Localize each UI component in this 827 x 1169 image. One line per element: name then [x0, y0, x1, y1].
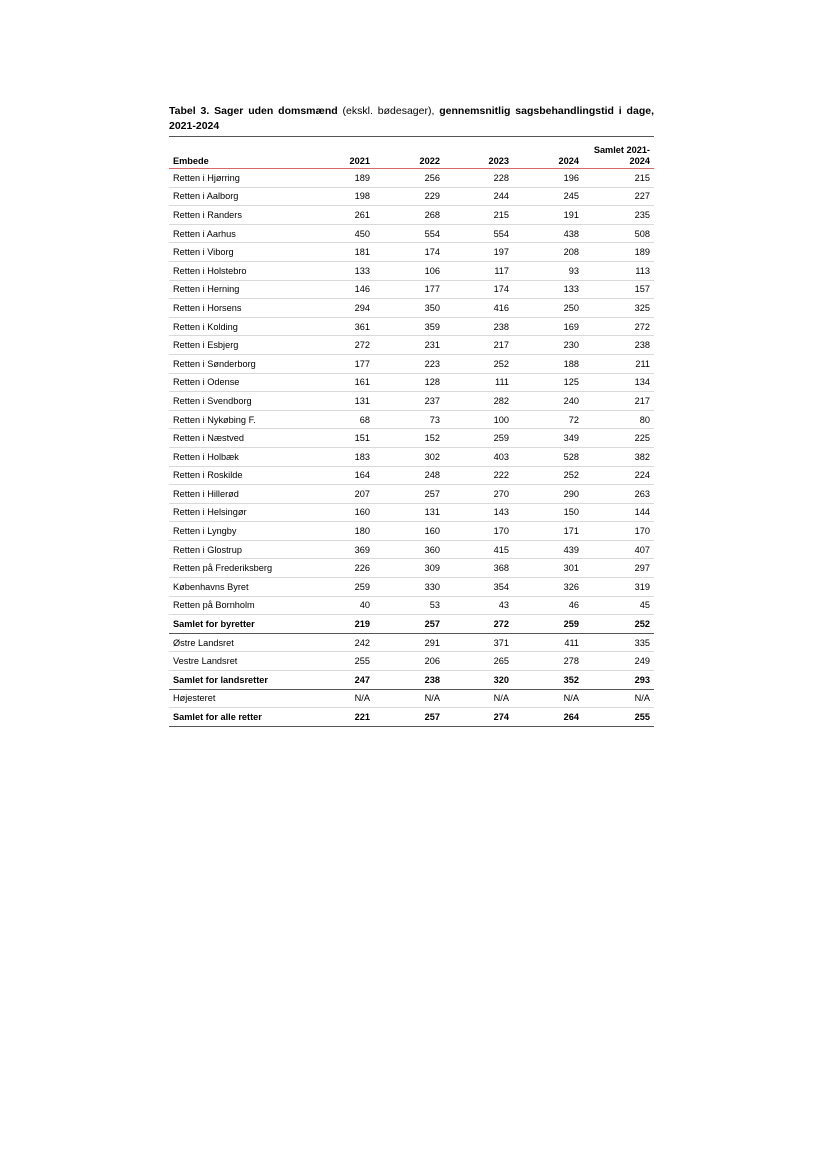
value-cell-samlet: 215	[583, 169, 654, 188]
value-cell-2022: 257	[374, 708, 444, 727]
value-cell-2021: 198	[309, 187, 374, 206]
value-cell-2021: 131	[309, 392, 374, 411]
table-row	[169, 429, 654, 448]
value-cell-samlet: 255	[583, 708, 654, 727]
value-cell-2022: 554	[374, 224, 444, 243]
caption-part-1: Tabel 3. Sager uden domsmænd	[169, 105, 338, 117]
document-page	[169, 104, 654, 727]
value-cell-2024: 208	[513, 243, 583, 262]
value-cell-2021: 133	[309, 261, 374, 280]
table-row	[169, 447, 654, 466]
value-cell-2021: 207	[309, 485, 374, 504]
value-cell-2024: 171	[513, 522, 583, 541]
table-header-row	[169, 140, 654, 169]
court-name-cell: Retten i Esbjerg	[169, 336, 309, 355]
value-cell-samlet: 224	[583, 466, 654, 485]
value-cell-2022: N/A	[374, 689, 444, 708]
value-cell-2021: 180	[309, 522, 374, 541]
court-name-cell: Retten i Svendborg	[169, 392, 309, 411]
value-cell-2022: 256	[374, 169, 444, 188]
court-name-cell: Retten i Hjørring	[169, 169, 309, 188]
value-cell-samlet: 263	[583, 485, 654, 504]
value-cell-samlet: 134	[583, 373, 654, 392]
table-row	[169, 336, 654, 355]
value-cell-2024: 93	[513, 261, 583, 280]
value-cell-2021: 68	[309, 410, 374, 429]
value-cell-2024: 349	[513, 429, 583, 448]
value-cell-samlet: 144	[583, 503, 654, 522]
value-cell-2021: 294	[309, 299, 374, 318]
processing-time-table	[169, 140, 654, 727]
table-row	[169, 559, 654, 578]
court-name-cell: Retten i Lyngby	[169, 522, 309, 541]
table-row	[169, 206, 654, 225]
value-cell-2023: 228	[444, 169, 513, 188]
value-cell-2024: 301	[513, 559, 583, 578]
value-cell-2021: 40	[309, 596, 374, 615]
value-cell-2024: 290	[513, 485, 583, 504]
court-name-cell: Retten i Aarhus	[169, 224, 309, 243]
value-cell-2021: 183	[309, 447, 374, 466]
value-cell-2023: 252	[444, 354, 513, 373]
value-cell-samlet: 293	[583, 671, 654, 690]
value-cell-samlet: 211	[583, 354, 654, 373]
court-name-cell: Retten i Glostrup	[169, 540, 309, 559]
value-cell-2022: 248	[374, 466, 444, 485]
value-cell-2022: 73	[374, 410, 444, 429]
value-cell-2023: 222	[444, 466, 513, 485]
table-row	[169, 317, 654, 336]
value-cell-2024: 252	[513, 466, 583, 485]
value-cell-2021: 450	[309, 224, 374, 243]
court-name-cell: Samlet for alle retter	[169, 708, 309, 727]
value-cell-2022: 302	[374, 447, 444, 466]
value-cell-2021: 259	[309, 578, 374, 597]
value-cell-2024: N/A	[513, 689, 583, 708]
value-cell-2021: 261	[309, 206, 374, 225]
court-name-cell: Retten i Horsens	[169, 299, 309, 318]
header-2021: 2021	[309, 140, 374, 169]
value-cell-2022: 350	[374, 299, 444, 318]
value-cell-samlet: 508	[583, 224, 654, 243]
value-cell-2023: 272	[444, 615, 513, 634]
value-cell-2023: 197	[444, 243, 513, 262]
header-2023: 2023	[444, 140, 513, 169]
value-cell-2023: 265	[444, 652, 513, 671]
court-name-cell: Retten i Helsingør	[169, 503, 309, 522]
value-cell-2021: 151	[309, 429, 374, 448]
value-cell-2022: 257	[374, 485, 444, 504]
header-samlet: Samlet 2021-2024	[583, 140, 654, 169]
table-row	[169, 410, 654, 429]
value-cell-samlet: 382	[583, 447, 654, 466]
value-cell-2024: 188	[513, 354, 583, 373]
value-cell-2022: 238	[374, 671, 444, 690]
value-cell-2022: 237	[374, 392, 444, 411]
caption-part-3: gennemsnitlig sagsbehandlingstid i dage, 2021-2024	[169, 105, 654, 132]
value-cell-samlet: 335	[583, 633, 654, 652]
value-cell-2021: 219	[309, 615, 374, 634]
value-cell-2024: 196	[513, 169, 583, 188]
value-cell-2021: 221	[309, 708, 374, 727]
court-name-cell: Retten i Herning	[169, 280, 309, 299]
value-cell-2023: 244	[444, 187, 513, 206]
table-row	[169, 261, 654, 280]
value-cell-2021: 272	[309, 336, 374, 355]
value-cell-2024: 411	[513, 633, 583, 652]
value-cell-2022: 152	[374, 429, 444, 448]
value-cell-samlet: 45	[583, 596, 654, 615]
header-2022: 2022	[374, 140, 444, 169]
court-name-cell: Retten på Bornholm	[169, 596, 309, 615]
value-cell-2022: 177	[374, 280, 444, 299]
value-cell-2024: 326	[513, 578, 583, 597]
value-cell-2022: 229	[374, 187, 444, 206]
value-cell-2024: 125	[513, 373, 583, 392]
value-cell-2024: 169	[513, 317, 583, 336]
header-embede: Embede	[169, 140, 309, 169]
table-row	[169, 633, 654, 652]
table-caption	[169, 104, 654, 137]
value-cell-2022: 160	[374, 522, 444, 541]
value-cell-2023: 368	[444, 559, 513, 578]
value-cell-2021: 160	[309, 503, 374, 522]
value-cell-samlet: N/A	[583, 689, 654, 708]
table-row	[169, 354, 654, 373]
value-cell-2023: 174	[444, 280, 513, 299]
value-cell-2022: 257	[374, 615, 444, 634]
value-cell-2021: 146	[309, 280, 374, 299]
court-name-cell: Retten i Aalborg	[169, 187, 309, 206]
table-row	[169, 689, 654, 708]
court-name-cell: Retten i Næstved	[169, 429, 309, 448]
value-cell-2021: 361	[309, 317, 374, 336]
value-cell-2023: 43	[444, 596, 513, 615]
value-cell-2023: 282	[444, 392, 513, 411]
court-name-cell: Retten på Frederiksberg	[169, 559, 309, 578]
value-cell-samlet: 319	[583, 578, 654, 597]
table-row	[169, 503, 654, 522]
value-cell-samlet: 235	[583, 206, 654, 225]
value-cell-2023: 415	[444, 540, 513, 559]
value-cell-2023: 403	[444, 447, 513, 466]
value-cell-2023: 217	[444, 336, 513, 355]
value-cell-samlet: 225	[583, 429, 654, 448]
table-row	[169, 392, 654, 411]
value-cell-2024: 278	[513, 652, 583, 671]
value-cell-2021: 189	[309, 169, 374, 188]
court-name-cell: Højesteret	[169, 689, 309, 708]
table-total-row	[169, 708, 654, 727]
value-cell-2023: 259	[444, 429, 513, 448]
value-cell-samlet: 297	[583, 559, 654, 578]
value-cell-2024: 245	[513, 187, 583, 206]
value-cell-samlet: 249	[583, 652, 654, 671]
court-name-cell: Vestre Landsret	[169, 652, 309, 671]
value-cell-samlet: 80	[583, 410, 654, 429]
value-cell-2024: 264	[513, 708, 583, 727]
value-cell-2022: 360	[374, 540, 444, 559]
table-row	[169, 540, 654, 559]
table-row	[169, 652, 654, 671]
value-cell-2022: 223	[374, 354, 444, 373]
court-name-cell: Samlet for landsretter	[169, 671, 309, 690]
value-cell-samlet: 252	[583, 615, 654, 634]
caption-part-2: (ekskl. bødesager),	[337, 105, 440, 117]
table-total-row	[169, 671, 654, 690]
table-total-row	[169, 615, 654, 634]
value-cell-samlet: 217	[583, 392, 654, 411]
value-cell-2022: 174	[374, 243, 444, 262]
value-cell-samlet: 325	[583, 299, 654, 318]
value-cell-samlet: 272	[583, 317, 654, 336]
table-row	[169, 299, 654, 318]
value-cell-2022: 359	[374, 317, 444, 336]
court-name-cell: Østre Landsret	[169, 633, 309, 652]
value-cell-2022: 106	[374, 261, 444, 280]
value-cell-2024: 352	[513, 671, 583, 690]
court-name-cell: Retten i Holstebro	[169, 261, 309, 280]
value-cell-2023: 274	[444, 708, 513, 727]
value-cell-2021: 247	[309, 671, 374, 690]
table-row	[169, 373, 654, 392]
value-cell-samlet: 189	[583, 243, 654, 262]
table-row	[169, 522, 654, 541]
value-cell-2022: 131	[374, 503, 444, 522]
table-body	[169, 169, 654, 727]
value-cell-samlet: 157	[583, 280, 654, 299]
value-cell-samlet: 238	[583, 336, 654, 355]
court-name-cell: Retten i Kolding	[169, 317, 309, 336]
court-name-cell: Retten i Hillerød	[169, 485, 309, 504]
table-row	[169, 485, 654, 504]
value-cell-2024: 150	[513, 503, 583, 522]
value-cell-2023: 143	[444, 503, 513, 522]
value-cell-2023: 354	[444, 578, 513, 597]
value-cell-2021: N/A	[309, 689, 374, 708]
table-row	[169, 187, 654, 206]
value-cell-2024: 250	[513, 299, 583, 318]
court-name-cell: Københavns Byret	[169, 578, 309, 597]
value-cell-2024: 191	[513, 206, 583, 225]
table-row	[169, 280, 654, 299]
value-cell-2022: 231	[374, 336, 444, 355]
value-cell-samlet: 170	[583, 522, 654, 541]
value-cell-2021: 255	[309, 652, 374, 671]
value-cell-2022: 53	[374, 596, 444, 615]
value-cell-2022: 330	[374, 578, 444, 597]
value-cell-2021: 164	[309, 466, 374, 485]
court-name-cell: Retten i Roskilde	[169, 466, 309, 485]
court-name-cell: Retten i Sønderborg	[169, 354, 309, 373]
value-cell-2024: 72	[513, 410, 583, 429]
court-name-cell: Retten i Viborg	[169, 243, 309, 262]
value-cell-2021: 369	[309, 540, 374, 559]
court-name-cell: Retten i Nykøbing F.	[169, 410, 309, 429]
table-row	[169, 596, 654, 615]
court-name-cell: Retten i Holbæk	[169, 447, 309, 466]
value-cell-2023: N/A	[444, 689, 513, 708]
value-cell-2023: 111	[444, 373, 513, 392]
value-cell-2023: 215	[444, 206, 513, 225]
value-cell-2023: 100	[444, 410, 513, 429]
value-cell-2024: 46	[513, 596, 583, 615]
table-row	[169, 169, 654, 188]
value-cell-2024: 230	[513, 336, 583, 355]
value-cell-2024: 133	[513, 280, 583, 299]
court-name-cell: Retten i Odense	[169, 373, 309, 392]
table-row	[169, 243, 654, 262]
value-cell-2022: 268	[374, 206, 444, 225]
value-cell-2021: 226	[309, 559, 374, 578]
value-cell-samlet: 227	[583, 187, 654, 206]
value-cell-2022: 206	[374, 652, 444, 671]
value-cell-2024: 259	[513, 615, 583, 634]
value-cell-2024: 438	[513, 224, 583, 243]
value-cell-2022: 128	[374, 373, 444, 392]
value-cell-2024: 240	[513, 392, 583, 411]
value-cell-2022: 291	[374, 633, 444, 652]
value-cell-2023: 416	[444, 299, 513, 318]
value-cell-2021: 242	[309, 633, 374, 652]
value-cell-2023: 371	[444, 633, 513, 652]
value-cell-2021: 161	[309, 373, 374, 392]
value-cell-2024: 528	[513, 447, 583, 466]
court-name-cell: Samlet for byretter	[169, 615, 309, 634]
value-cell-2023: 320	[444, 671, 513, 690]
value-cell-2023: 270	[444, 485, 513, 504]
value-cell-2022: 309	[374, 559, 444, 578]
court-name-cell: Retten i Randers	[169, 206, 309, 225]
table-row	[169, 578, 654, 597]
value-cell-2021: 177	[309, 354, 374, 373]
value-cell-2023: 238	[444, 317, 513, 336]
value-cell-samlet: 407	[583, 540, 654, 559]
table-row	[169, 466, 654, 485]
value-cell-samlet: 113	[583, 261, 654, 280]
value-cell-2021: 181	[309, 243, 374, 262]
table-row	[169, 224, 654, 243]
value-cell-2023: 117	[444, 261, 513, 280]
value-cell-2023: 554	[444, 224, 513, 243]
header-2024: 2024	[513, 140, 583, 169]
value-cell-2023: 170	[444, 522, 513, 541]
value-cell-2024: 439	[513, 540, 583, 559]
